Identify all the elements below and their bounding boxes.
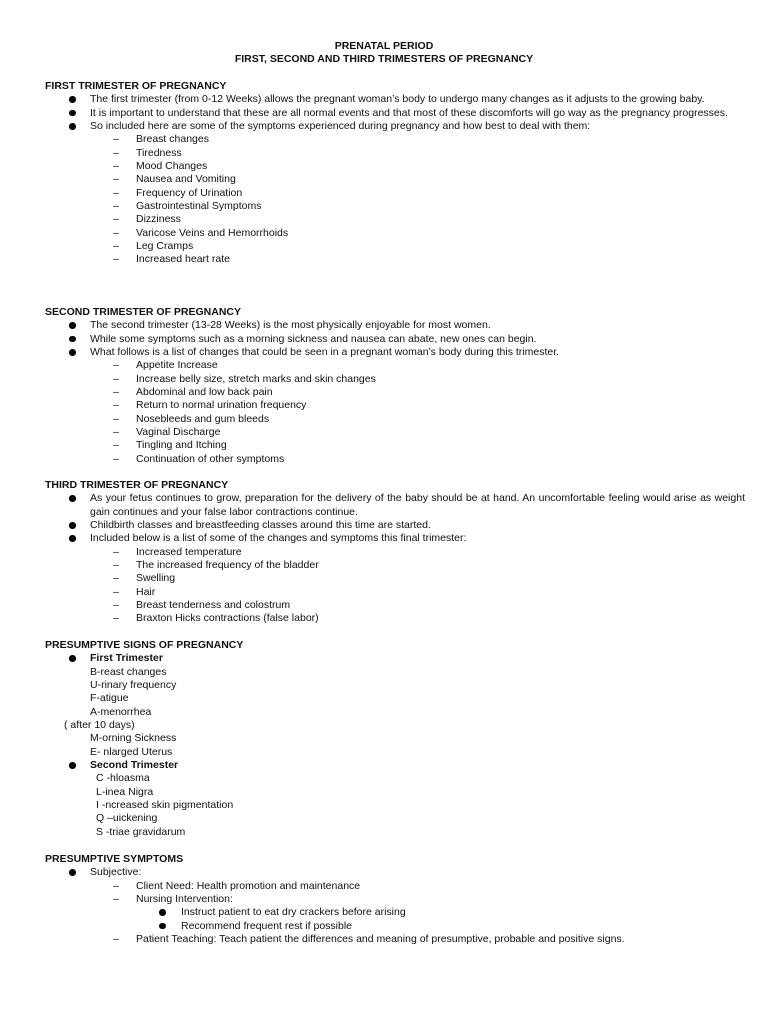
dash-mark: –	[113, 439, 119, 452]
list-item: Childbirth classes and breastfeeding classes around this time are started.	[45, 519, 745, 532]
list-item: U-rinary frequency	[90, 679, 177, 692]
list-item: – Hair	[113, 585, 156, 598]
dash-mark: –	[113, 893, 119, 906]
list-item: – Breast changes	[113, 133, 209, 146]
dash-mark: –	[113, 359, 119, 372]
third-trimester-section	[45, 479, 745, 626]
dash-mark: –	[113, 372, 119, 385]
section-heading: PRESUMPTIVE SYMPTOMS	[45, 853, 184, 865]
list-item: – Mood Changes	[113, 160, 208, 173]
list-item: – Increase belly size, stretch marks and skin changes	[113, 372, 376, 385]
list-item: – Continuation of other symptoms	[113, 452, 285, 465]
list-item: – Nausea and Vomiting	[113, 173, 236, 186]
list-item: It is important to understand that these are all normal events and that most of these discomforts will go way as the pregnancy progresses.	[45, 107, 745, 120]
list-item: Q –uickening	[96, 812, 158, 825]
list-item: – Return to normal urination frequency	[113, 399, 307, 412]
list-item: – Appetite Increase	[113, 359, 218, 372]
presumptive-symptoms-section	[45, 853, 745, 946]
list-item: Recommend frequent rest if possible	[45, 920, 745, 933]
list-item: A-menorrhea	[90, 705, 152, 718]
list-item: – Varicose Veins and Hemorrhoids	[113, 226, 289, 239]
dash-mark: –	[113, 399, 119, 412]
dash-mark: –	[113, 599, 119, 612]
document-title: PRENATAL PERIOD	[334, 40, 434, 52]
document-subtitle: FIRST, SECOND AND THIRD TRIMESTERS OF PREGNANCY	[234, 53, 534, 65]
dash-mark: –	[113, 213, 119, 226]
dash-mark: –	[113, 173, 119, 186]
list-item: M-orning Sickness	[90, 732, 177, 745]
list-item: – The increased frequency of the bladder	[113, 559, 319, 572]
second-trimester-section	[45, 306, 745, 466]
dash-mark: –	[113, 146, 119, 159]
list-item: Included below is a list of some of the changes and symptoms this final trimester:	[45, 532, 745, 545]
list-item: – Gastrointestinal Symptoms	[113, 200, 262, 213]
section-heading: THIRD TRIMESTER OF PREGNANCY	[45, 479, 229, 491]
list-item: E- nlarged Uterus	[90, 745, 173, 758]
dash-mark: –	[113, 559, 119, 572]
presumptive-signs-section	[45, 639, 745, 839]
list-item: While some symptoms such as a morning sickness and nausea can abate, new ones can begin.	[45, 333, 745, 346]
list-item: As your fetus continues to grow, preparation for the delivery of the baby should be at hand. An uncomfortable feeling would arise as weight gain continues and your false labor contractions continue.	[45, 492, 745, 519]
list-item: I -ncreased skin pigmentation	[96, 799, 234, 812]
list-item: B-reast changes	[90, 665, 167, 678]
dash-mark: –	[113, 426, 119, 439]
section-heading: SECOND TRIMESTER OF PREGNANCY	[45, 306, 242, 318]
list-item: – Client Need: Health promotion and maintenance	[113, 879, 361, 892]
list-item: – Nursing Intervention:	[113, 893, 233, 906]
dash-mark: –	[113, 879, 119, 892]
list-item: So included here are some of the symptoms experienced during pregnancy and how best to deal with them:	[45, 120, 745, 133]
list-item: – Patient Teaching: Teach patient the differences and meaning of presumptive, probable and positive signs.	[113, 933, 625, 946]
dash-mark: –	[113, 200, 119, 213]
dash-mark: –	[113, 386, 119, 399]
dash-mark: –	[113, 226, 119, 239]
list-item: – Tiredness	[113, 146, 182, 159]
dash-mark: –	[113, 933, 119, 946]
dash-mark: –	[113, 612, 119, 625]
list-item: S -triae gravidarum	[96, 825, 186, 838]
dash-mark: –	[113, 452, 119, 465]
dash-mark: –	[113, 412, 119, 425]
first-trimester-label: First Trimester	[45, 652, 745, 665]
list-item: The first trimester (from 0-12 Weeks) allows the pregnant woman’s body to undergo many changes as it adjusts to the growing baby.	[45, 93, 745, 106]
list-item: L-inea Nigra	[96, 785, 154, 798]
list-item: – Increased temperature	[113, 545, 242, 558]
list-item: – Frequency of Urination	[113, 186, 243, 199]
dash-mark: –	[113, 133, 119, 146]
dash-mark: –	[113, 186, 119, 199]
list-item: – Tingling and Itching	[113, 439, 227, 452]
note-text: ( after 10 days)	[64, 719, 135, 732]
dash-mark: –	[113, 585, 119, 598]
list-item: – Breast tenderness and colostrum	[113, 599, 291, 612]
dash-mark: –	[113, 240, 119, 253]
list-item: C -hloasma	[96, 772, 150, 785]
list-item: Subjective:	[45, 866, 745, 879]
list-item: – Abdominal and low back pain	[113, 386, 273, 399]
dash-mark: –	[113, 253, 119, 266]
list-item: – Increased heart rate	[113, 253, 230, 266]
list-item: – Dizziness	[113, 213, 181, 226]
section-heading: FIRST TRIMESTER OF PREGNANCY	[45, 80, 227, 92]
list-item: – Braxton Hicks contractions (false labor)	[113, 612, 319, 625]
list-item: – Leg Cramps	[113, 240, 194, 253]
list-item: – Vaginal Discharge	[113, 426, 221, 439]
list-item: The second trimester (13-28 Weeks) is the most physically enjoyable for most women.	[45, 319, 745, 332]
second-trimester-label: Second Trimester	[45, 759, 745, 772]
section-heading: PRESUMPTIVE SIGNS OF PREGNANCY	[45, 639, 244, 651]
list-item: What follows is a list of changes that could be seen in a pregnant woman’s body during this trimester.	[45, 346, 745, 359]
list-item: Instruct patient to eat dry crackers before arising	[45, 906, 745, 919]
dash-mark: –	[113, 160, 119, 173]
dash-mark: –	[113, 572, 119, 585]
list-item: F-atigue	[90, 692, 129, 705]
dash-mark: –	[113, 545, 119, 558]
list-item: – Nosebleeds and gum bleeds	[113, 412, 270, 425]
first-trimester-section	[45, 80, 745, 267]
list-item: – Swelling	[113, 572, 176, 585]
